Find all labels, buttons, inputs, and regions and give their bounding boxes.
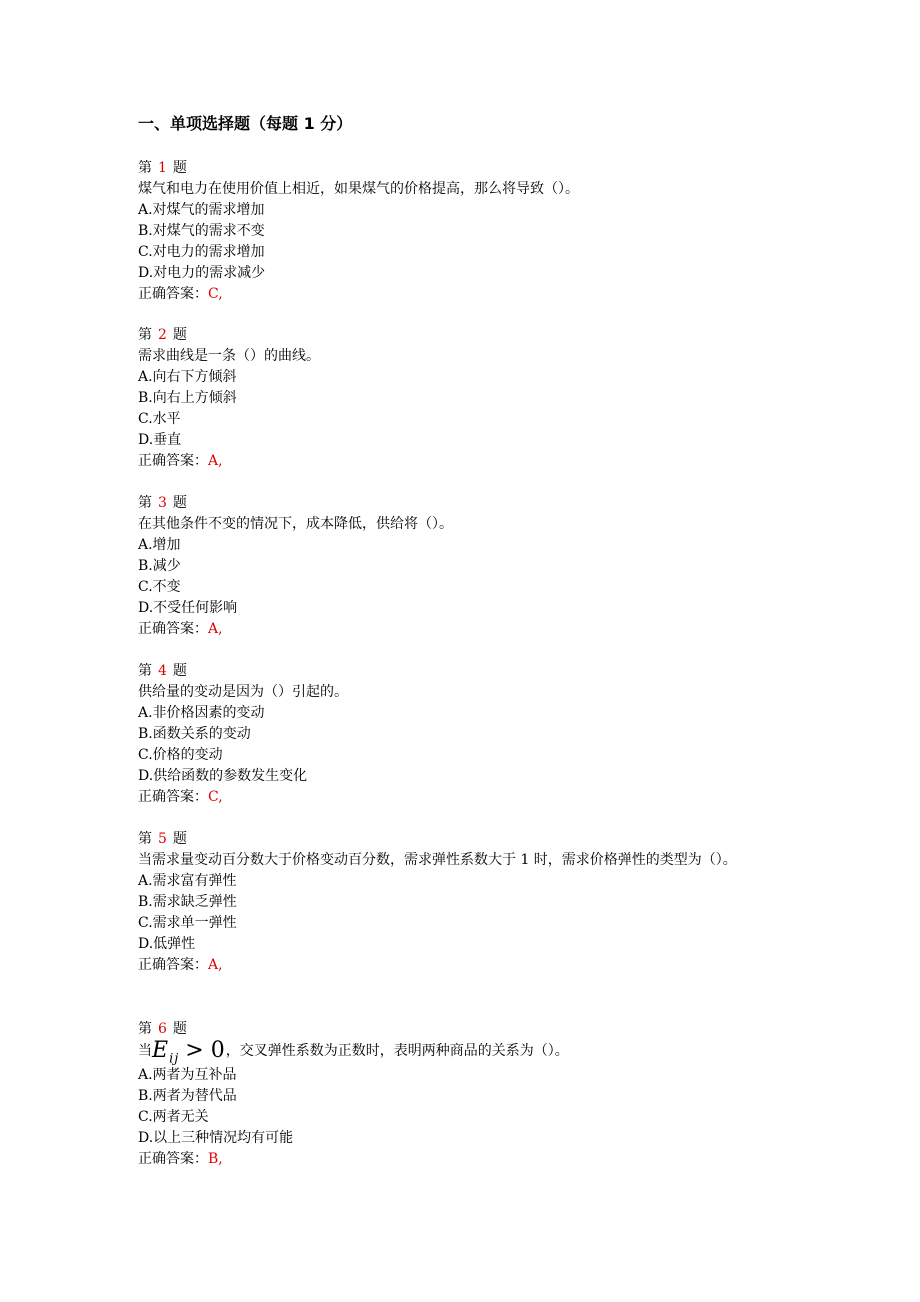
question-block (138, 1019, 798, 1170)
question-header (138, 493, 798, 514)
question-number: 5 (158, 831, 167, 847)
question-stem: 供给量的变动是因为（）引起的。 (138, 684, 348, 700)
option-a: A.非价格因素的变动 (138, 705, 265, 721)
question-suffix: 题 (172, 160, 187, 176)
answer-value: A, (208, 453, 223, 469)
option-c: C.需求单一弹性 (138, 915, 237, 931)
option-d: D.供给函数的参数发生变化 (138, 768, 308, 784)
answer-label: 正确答案： (138, 789, 208, 805)
option-a: A.增加 (138, 537, 181, 553)
question-suffix: 题 (172, 495, 187, 511)
question-stem: 需求曲线是一条（）的曲线。 (138, 348, 320, 364)
question-number: 6 (158, 1021, 167, 1037)
question-suffix: 题 (172, 831, 187, 847)
question-header (138, 325, 798, 346)
question-block (138, 493, 798, 640)
question-stem (138, 1040, 798, 1065)
question-prefix: 第 (138, 495, 152, 511)
option-b: B.需求缺乏弹性 (138, 894, 237, 910)
option-c: C.价格的变动 (138, 747, 223, 763)
option-b: B.函数关系的变动 (138, 726, 251, 742)
option-d: D.对电力的需求减少 (138, 265, 266, 281)
question-header (138, 829, 798, 850)
cross-elasticity-formula (152, 1038, 226, 1067)
stem-prefix: 当 (138, 1043, 152, 1059)
answer-value: C, (208, 789, 223, 805)
answer-line (138, 787, 798, 808)
question-suffix: 题 (172, 1021, 187, 1037)
answer-value: B, (208, 1151, 223, 1167)
option-d: D.以上三种情况均有可能 (138, 1130, 294, 1146)
answer-label: 正确答案： (138, 957, 208, 973)
stem-text: ，交叉弹性系数为正数时，表明两种商品的关系为（）。 (225, 1043, 569, 1059)
answer-line (138, 284, 798, 305)
question-block (138, 158, 798, 305)
option-b: B.减少 (138, 558, 181, 574)
section-title: 一、单项选择题（每题 1 分） (138, 114, 353, 133)
question-block (138, 661, 798, 808)
option-b: B.向右上方倾斜 (138, 390, 237, 406)
question-suffix: 题 (172, 663, 187, 679)
question-stem: 煤气和电力在使用价值上相近，如果煤气的价格提高，那么将导致（）。 (138, 181, 579, 197)
option-c: C.两者无关 (138, 1109, 209, 1125)
answer-line (138, 619, 798, 640)
question-suffix: 题 (172, 327, 187, 343)
formula-rhs: 0 (210, 1038, 226, 1063)
option-c: C.不变 (138, 579, 181, 595)
option-b: B.两者为替代品 (138, 1088, 237, 1104)
question-stem: 当需求量变动百分数大于价格变动百分数，需求弹性系数大于 1 时，需求价格弹性的类型为（）。 (138, 852, 737, 868)
question-prefix: 第 (138, 663, 152, 679)
answer-label: 正确答案： (138, 286, 208, 302)
answer-value: C, (208, 286, 223, 302)
question-prefix: 第 (138, 327, 152, 343)
question-header (138, 1019, 798, 1040)
question-stem: 在其他条件不变的情况下，成本降低，供给将（）。 (138, 516, 453, 532)
question-number: 1 (158, 160, 167, 176)
answer-label: 正确答案： (138, 621, 208, 637)
question-header (138, 661, 798, 682)
option-a: A.向右下方倾斜 (138, 369, 237, 385)
question-block (138, 325, 798, 472)
option-a: A.需求富有弹性 (138, 873, 237, 889)
option-a: A.对煤气的需求增加 (138, 202, 265, 218)
option-d: D.垂直 (138, 432, 182, 448)
question-prefix: 第 (138, 831, 152, 847)
option-a: A.两者为互补品 (138, 1067, 237, 1083)
answer-line (138, 451, 798, 472)
question-prefix: 第 (138, 1021, 152, 1037)
option-c: C.水平 (138, 411, 181, 427)
question-number: 2 (158, 327, 167, 343)
formula-subscript: ij (169, 1051, 180, 1067)
answer-value: A, (208, 957, 223, 973)
answer-value: A, (208, 621, 223, 637)
question-header (138, 158, 798, 179)
question-number: 4 (158, 663, 167, 679)
answer-label: 正确答案： (138, 1151, 208, 1167)
answer-label: 正确答案： (138, 453, 208, 469)
question-number: 3 (158, 495, 167, 511)
option-b: B.对煤气的需求不变 (138, 223, 265, 239)
option-d: D.低弹性 (138, 936, 196, 952)
option-c: C.对电力的需求增加 (138, 244, 265, 260)
formula-relation: > (185, 1038, 205, 1063)
answer-line (138, 1149, 798, 1170)
option-d: D.不受任何影响 (138, 600, 238, 616)
answer-line (138, 955, 798, 976)
question-prefix: 第 (138, 160, 152, 176)
question-block (138, 829, 798, 976)
formula-base: E (152, 1038, 170, 1063)
